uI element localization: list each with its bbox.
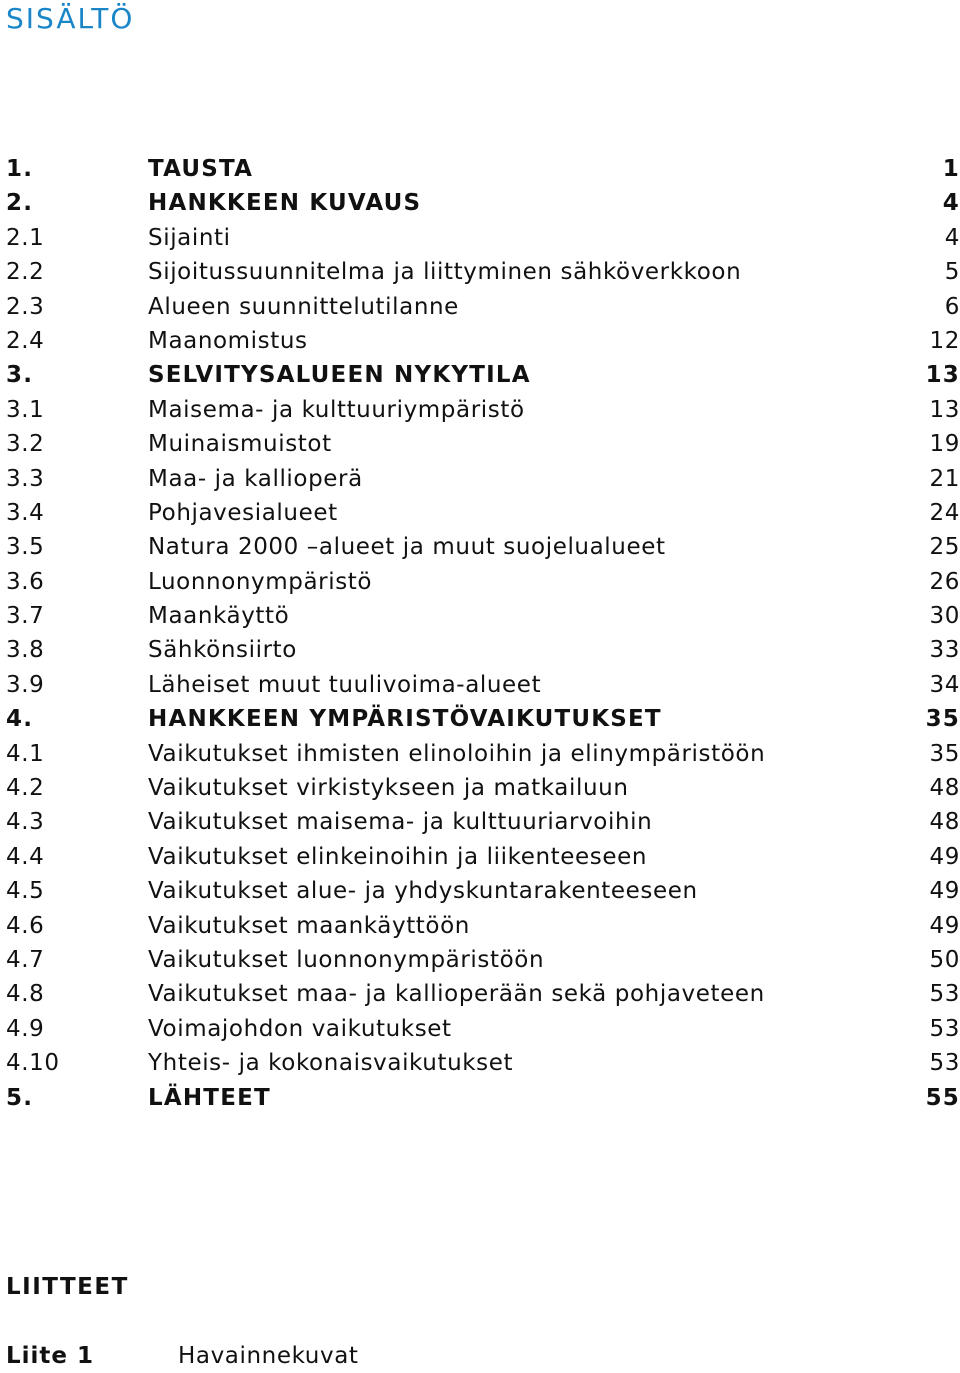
toc-entry-page: 35 [925, 706, 960, 733]
toc-entry-page: 49 [929, 843, 960, 870]
toc-entry [6, 290, 960, 324]
toc-entry-page: 1 [942, 156, 960, 182]
toc-entry-page: 30 [929, 603, 960, 630]
toc-entry-title: Vaikutukset ihmisten elinoloihin ja elinympäristöön [148, 740, 766, 767]
toc-entry-title: Vaikutukset alue- ja yhdyskuntarakenteeseen [148, 878, 698, 905]
toc-entry-page: 49 [929, 878, 960, 905]
toc-entry-number: 4.8 [6, 981, 45, 1008]
toc-entry [6, 1081, 960, 1115]
toc-entry-title: LÄHTEET [148, 1084, 271, 1111]
toc-entry [6, 565, 960, 599]
toc-entry-title: SELVITYSALUEEN NYKYTILA [148, 362, 531, 389]
toc-entry-number: 3.8 [6, 637, 45, 664]
toc-entry [6, 1046, 960, 1080]
toc-entry [6, 874, 960, 908]
toc-entry [6, 840, 960, 874]
toc-entry-number: 2.4 [6, 327, 45, 354]
toc-entry-number: 4.9 [6, 1015, 45, 1042]
toc-entry [6, 152, 960, 186]
toc-entry-number: 4.6 [6, 912, 45, 939]
toc-entry-title: Luonnonympäristö [148, 568, 373, 595]
toc-entry-title: Sijainti [148, 224, 231, 251]
toc-entry-page: 25 [929, 534, 960, 561]
toc-entry-title: Sähkönsiirto [148, 637, 297, 664]
page-title: SISÄLTÖ [6, 2, 135, 35]
toc-entry-title: Vaikutukset maa- ja kallioperään sekä pohjaveteen [148, 981, 765, 1008]
toc-entry-title: Yhteis- ja kokonaisvaikutukset [148, 1050, 514, 1077]
toc-entry-title: HANKKEEN YMPÄRISTÖVAIKUTUKSET [148, 706, 662, 733]
toc-entry [6, 805, 960, 839]
toc-entry-number: 3. [6, 362, 34, 389]
toc-entry [6, 496, 960, 530]
appendix-title: Havainnekuvat [178, 1343, 359, 1369]
toc-entry-number: 2. [6, 190, 34, 217]
toc-entry-page: 21 [929, 465, 960, 492]
toc-entry-number: 5. [6, 1084, 34, 1111]
toc-entry [6, 668, 960, 702]
toc-entry-number: 4. [6, 706, 34, 733]
toc-entry-number: 3.7 [6, 603, 45, 630]
toc-entry [6, 358, 960, 392]
toc-entry [6, 943, 960, 977]
toc-entry-number: 3.6 [6, 568, 45, 595]
toc-entry-page: 13 [925, 362, 960, 389]
toc-entry [6, 255, 960, 289]
toc-entry [6, 771, 960, 805]
toc-entry-page: 50 [929, 946, 960, 973]
toc-entry-page: 49 [929, 912, 960, 939]
appendix-label: Liite 1 [6, 1343, 95, 1369]
toc-entry-number: 4.1 [6, 740, 45, 767]
toc-entry-number: 3.1 [6, 396, 45, 423]
toc-entry-number: 4.7 [6, 946, 45, 973]
toc-entry-page: 13 [929, 396, 960, 423]
toc-entry-title: Natura 2000 –alueet ja muut suojelualueet [148, 534, 666, 561]
toc-entry-title: Läheiset muut tuulivoima-alueet [148, 671, 542, 698]
toc-entry-page: 48 [929, 775, 960, 802]
toc-entry-page: 48 [929, 809, 960, 836]
toc-entry-number: 2.1 [6, 224, 45, 251]
toc-entry-page: 4 [944, 224, 960, 251]
table-of-contents [6, 152, 960, 1115]
toc-entry-title: Sijoitussuunnitelma ja liittyminen sähköverkkoon [148, 259, 742, 286]
toc-entry-number: 4.5 [6, 878, 45, 905]
toc-entry-title: Voimajohdon vaikutukset [148, 1015, 452, 1042]
toc-entry [6, 702, 960, 736]
toc-entry-page: 53 [929, 1050, 960, 1077]
toc-entry [6, 530, 960, 564]
toc-entry-number: 3.4 [6, 499, 45, 526]
toc-entry [6, 1012, 960, 1046]
toc-entry [6, 393, 960, 427]
toc-entry-title: Vaikutukset luonnonympäristöön [148, 946, 545, 973]
toc-entry [6, 737, 960, 771]
toc-entry-title: Vaikutukset maisema- ja kulttuuriarvoihin [148, 809, 653, 836]
toc-entry [6, 977, 960, 1011]
toc-entry-title: Maankäyttö [148, 603, 290, 630]
toc-entry-title: Vaikutukset virkistykseen ja matkailuun [148, 775, 629, 802]
toc-entry [6, 633, 960, 667]
toc-entry-title: Alueen suunnittelutilanne [148, 293, 459, 320]
toc-entry-title: Vaikutukset maankäyttöön [148, 912, 470, 939]
toc-entry-page: 19 [929, 431, 960, 458]
toc-entry-title: Maanomistus [148, 327, 308, 354]
toc-entry [6, 427, 960, 461]
toc-entry-title: Maisema- ja kulttuuriympäristö [148, 396, 525, 423]
toc-entry [6, 909, 960, 943]
toc-entry-page: 55 [925, 1084, 960, 1111]
toc-entry [6, 221, 960, 255]
toc-entry-page: 34 [929, 671, 960, 698]
toc-entry-page: 26 [929, 568, 960, 595]
toc-entry-page: 12 [929, 327, 960, 354]
toc-entry-page: 35 [929, 740, 960, 767]
toc-entry-title: Maa- ja kallioperä [148, 465, 363, 492]
toc-entry [6, 462, 960, 496]
appendices-heading: LIITTEET [6, 1274, 129, 1300]
toc-entry-number: 1. [6, 156, 34, 182]
toc-entry-number: 2.2 [6, 259, 45, 286]
toc-entry [6, 186, 960, 220]
toc-entry-number: 3.9 [6, 671, 45, 698]
toc-entry-title: Pohjavesialueet [148, 499, 338, 526]
toc-entry-number: 4.3 [6, 809, 45, 836]
toc-entry-number: 2.3 [6, 293, 45, 320]
toc-entry-title: Muinaismuistot [148, 431, 332, 458]
toc-entry-number: 3.3 [6, 465, 45, 492]
toc-entry-number: 4.10 [6, 1050, 60, 1077]
toc-entry-title: TAUSTA [148, 156, 254, 182]
appendix-item [6, 1343, 806, 1373]
toc-entry-number: 3.5 [6, 534, 45, 561]
toc-entry-page: 33 [929, 637, 960, 664]
toc-entry [6, 324, 960, 358]
toc-entry-number: 4.2 [6, 775, 45, 802]
toc-entry-number: 4.4 [6, 843, 45, 870]
toc-entry-title: HANKKEEN KUVAUS [148, 190, 422, 217]
toc-entry-page: 53 [929, 981, 960, 1008]
toc-entry-page: 6 [944, 293, 960, 320]
toc-entry-page: 5 [944, 259, 960, 286]
toc-entry-title: Vaikutukset elinkeinoihin ja liikenteeseen [148, 843, 648, 870]
toc-entry-page: 24 [929, 499, 960, 526]
toc-entry-number: 3.2 [6, 431, 45, 458]
toc-entry-page: 4 [942, 190, 960, 217]
toc-entry [6, 599, 960, 633]
toc-entry-page: 53 [929, 1015, 960, 1042]
